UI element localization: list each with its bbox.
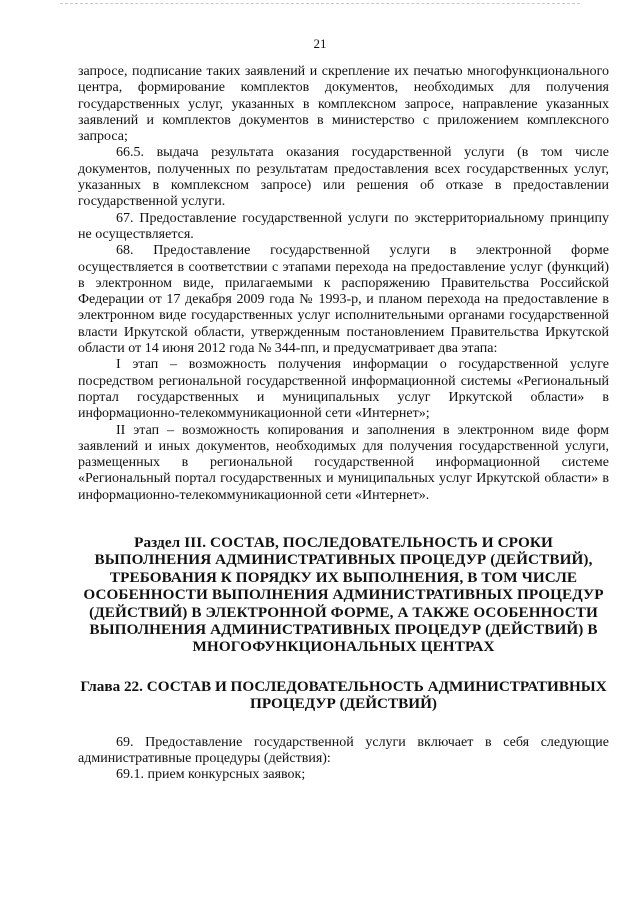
- paragraph-69: 69. Предоставление государственной услуги включает в себя следующие административные процедуры (действия):: [78, 734, 609, 766]
- paragraph-stage-1: I этап – возможность получения информации о государственной услуге посредством региональной государственной информационной системы «Региональный портал государственных и муниципальных услуг Иркутской области» в информационно-телекоммуникационной сети «Интернет»;: [78, 357, 609, 422]
- paragraph-69-1: 69.1. прием конкурсных заявок;: [116, 767, 306, 783]
- section-heading: Раздел III. СОСТАВ, ПОСЛЕДОВАТЕЛЬНОСТЬ И СРОКИ ВЫПОЛНЕНИЯ АДМИНИСТРАТИВНЫХ ПРОЦЕДУР (ДЕЙСТВИЙ), ТРЕБОВАНИЯ К ПОРЯДКУ ИХ ВЫПОЛНЕНИЯ, В ТОМ ЧИСЛЕ ОСОБЕННОСТИ ВЫПОЛНЕНИЯ АДМИНИСТРАТИВНЫХ ПРОЦЕДУР (ДЕЙСТВИЙ) В ЭЛЕКТРОННОЙ ФОРМЕ, А ТАКЖЕ ОСОБЕННОСТИ ВЫПОЛНЕНИЯ АДМИНИСТРАТИВНЫХ ПРОЦЕДУР (ДЕЙСТВИЙ) В МНОГОФУНКЦИОНАЛЬНЫХ ЦЕНТРАХ: [83, 534, 604, 656]
- paragraph-66-4-continuation: запросе, подписание таких заявлений и скрепление их печатью многофункционального центра, формирование комплектов документов, необходимых для получения государственных услуг, указанных в комплексном запросе, направление указанных заявлений и комплектов документов в министерство с приложением комплексного запроса;: [78, 64, 609, 145]
- paragraph-67: 67. Предоставление государственной услуги по экстерриториальному принципу не осуществляется.: [78, 210, 609, 242]
- paragraph-66-5: 66.5. выдача результата оказания государственной услуги (в том числе документов, полученных по результатам предоставления всех государственных услуг, указанных в комплексном запросе) или решения об отказе в предоставлении государственной услуги.: [78, 145, 609, 210]
- paragraph-68: 68. Предоставление государственной услуги в электронной форме осуществляется в соответствии с этапами перехода на предоставление услуг (функций) в электронном виде, прилагаемыми к распоряжению Правительства Российской Федерации от 17 декабря 2009 года № 1993-р, и планом перехода на предоставление в электронном виде государственных услуг исполнительными органами государственной власти Иркутской области, утвержденным постановлением Правительства Иркутской области от 14 июня 2012 года № 344-пп, и предусматривает два этапа:: [78, 243, 609, 357]
- scan-edge-line: [60, 3, 580, 4]
- chapter-heading: Глава 22. СОСТАВ И ПОСЛЕДОВАТЕЛЬНОСТЬ АДМИНИСТРАТИВНЫХ ПРОЦЕДУР (ДЕЙСТВИЙ): [80, 677, 607, 713]
- document-body: [78, 64, 609, 784]
- paragraph-stage-2: II этап – возможность копирования и заполнения в электронном виде форм заявлений и иных документов, необходимых для получения государственной услуги, размещенных в региональной государственной информационной системе «Региональный портал государственных и муниципальных услуг Иркутской области» в информационно-телекоммуникационной сети «Интернет».: [78, 422, 609, 503]
- page-number: 21: [313, 36, 327, 51]
